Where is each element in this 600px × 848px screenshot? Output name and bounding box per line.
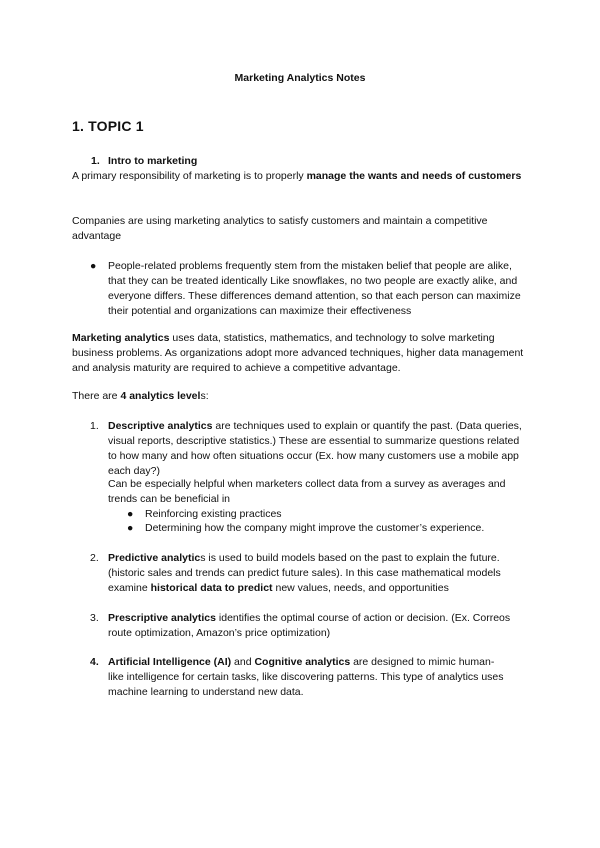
item-4-bold-1: Artificial Intelligence (AI) (108, 656, 232, 668)
item-3-number: 3. (90, 612, 99, 624)
ma-bold: Marketing analytics (72, 332, 170, 344)
intro-p1-bold: manage the wants and needs of customers (306, 170, 522, 182)
sub-bullet-dot: ● (127, 508, 134, 520)
levels-bold: 4 analytics level (120, 390, 201, 402)
intro-paragraph-1 (72, 169, 532, 184)
item-1-number: 1. (90, 420, 99, 432)
item-4-and: and (231, 656, 255, 668)
item-3-bold: Prescriptive analytics (108, 612, 216, 624)
intro-paragraph-2: Companies are using marketing analytics to satisfy customers and maintain a competitive advantage (72, 215, 488, 242)
item-4-body: are designed to mimic human-like intelligence for certain tasks, like discovering patterns. This type of analytics uses machine learning to understand new data. (108, 656, 504, 698)
item-2-text (108, 551, 533, 596)
item-4-text (108, 655, 508, 700)
ma-text: uses data, statistics, mathematics, and technology to solve marketing business problems. As organizations adopt more advanced techniques, higher data management and analysis maturity are required to achieve a competitive advantage. (72, 332, 524, 374)
sub-bullet-dot: ● (127, 522, 134, 534)
bullet-dot: ● (90, 260, 97, 272)
item-1-sub-2: Determining how the company might improve the customer’s experience. (145, 522, 485, 534)
levels-pre: There are (72, 390, 121, 402)
item-1-body: are techniques used to explain or quantify the past. (Data queries, visual reports, descriptive statistics.) These are essential to summarize questions related to how many and how often situations occur (Ex. how many customers use a mobile app each day?) (108, 420, 522, 477)
item-2-bold: Predictive analytic (108, 552, 201, 564)
topic-heading: 1. TOPIC 1 (72, 118, 144, 134)
item-3-text (108, 611, 528, 641)
item-4-bold-2: Cognitive analytics (254, 656, 351, 668)
intro-heading: Intro to marketing (108, 155, 198, 167)
intro-p1-text: A primary responsibility of marketing is to properly (72, 170, 307, 182)
intro-bullet-text: People-related problems frequently stem from the mistaken belief that people are alike, that they can be treated identically Like snowflakes, no two people are exactly alike, and everyone differs. These differences demand attention, so that each person can maximize their potential and organizations can maximize their effectiveness (108, 260, 521, 317)
item-2-mid: s is used to build models based on the past to explain the future. (historic sales and trends can predict future sales). In this case mathematical models examine (108, 552, 501, 594)
item-4-number: 4. (90, 656, 99, 668)
item-1-text (108, 419, 528, 479)
marketing-analytics-paragraph (72, 331, 527, 376)
levels-paragraph (72, 389, 532, 404)
item-2-end: new values, needs, and opportunities (272, 582, 449, 594)
item-2-number: 2. (90, 552, 99, 564)
item-1-text-2: Can be especially helpful when marketers collect data from a survey as averages and trends can be beneficial in (108, 478, 506, 505)
item-2-bold-2: historical data to predict (150, 582, 273, 594)
item-1-sub-1: Reinforcing existing practices (145, 508, 282, 520)
intro-number: 1. (91, 155, 100, 167)
item-3-body: identifies the optimal course of action or decision. (Ex. Correos route optimization, Amazon’s price optimization) (108, 612, 511, 639)
document-title: Marketing Analytics Notes (234, 72, 366, 84)
item-1-bold: Descriptive analytics (108, 420, 213, 432)
levels-post: s: (200, 390, 209, 402)
